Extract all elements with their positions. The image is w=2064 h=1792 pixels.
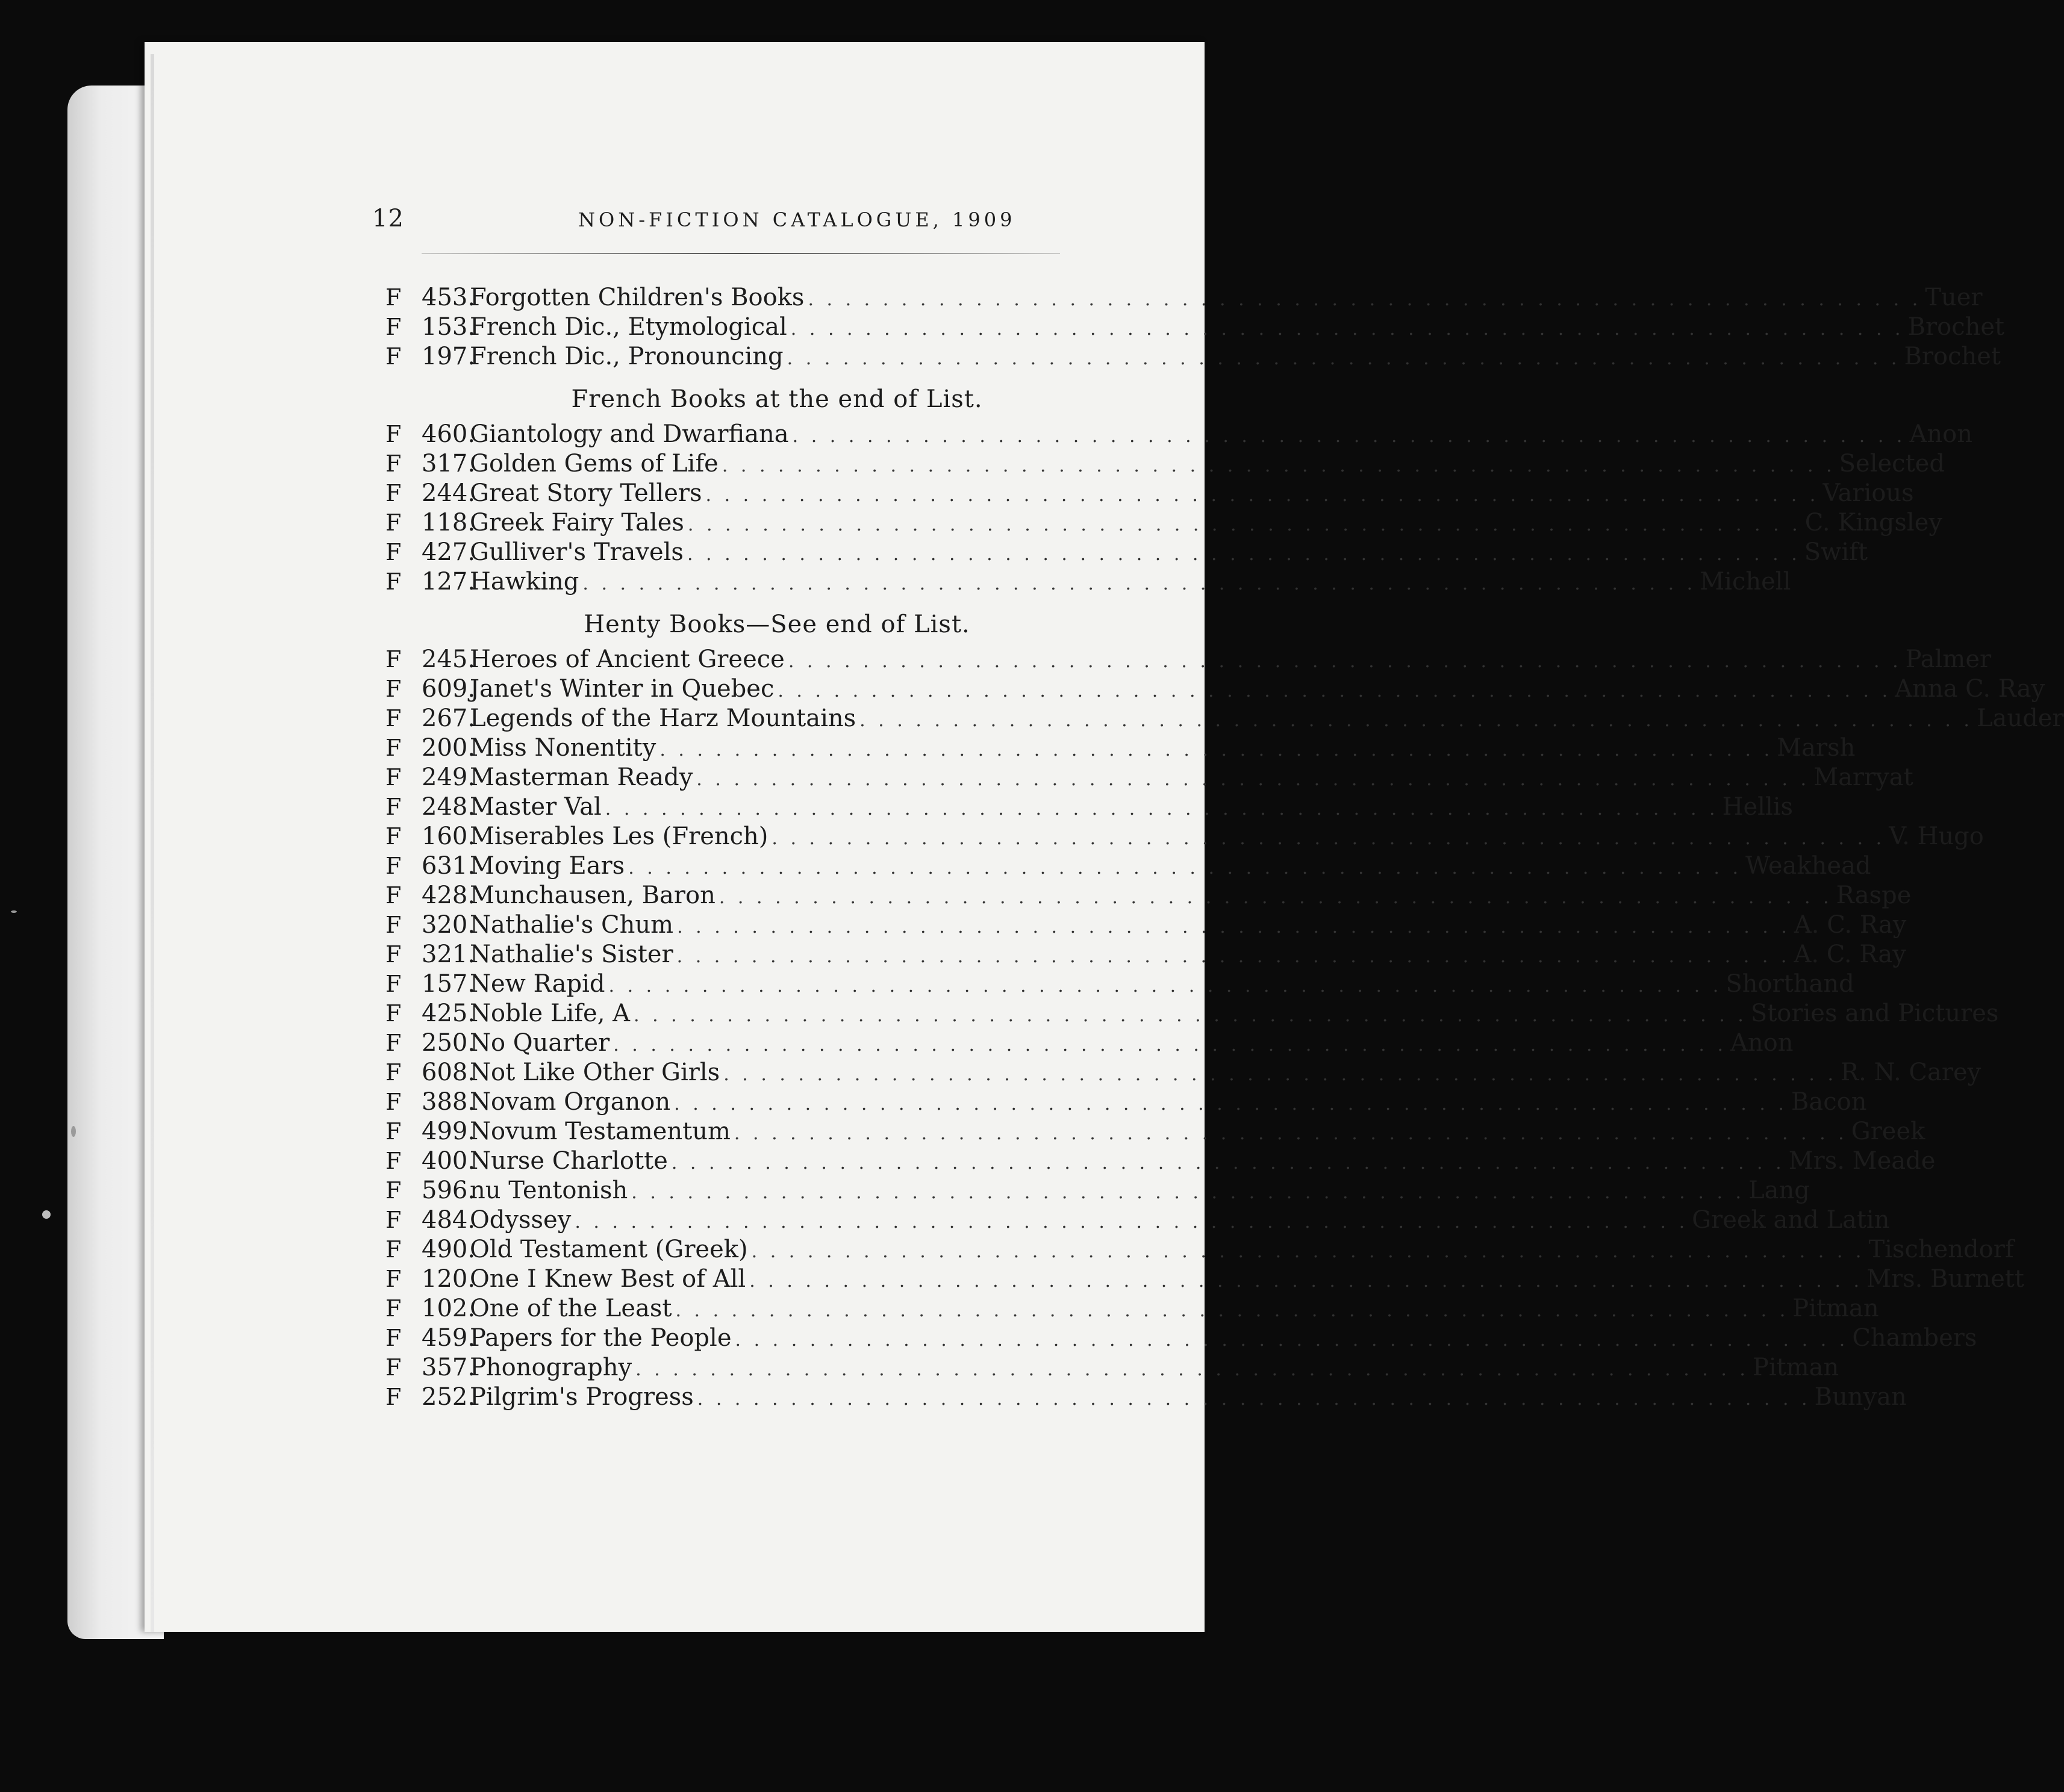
entry-author: Marsh — [1777, 734, 1856, 762]
entry-author: Brochet — [1907, 313, 2005, 341]
dot-leader: . . . . . . . . . . . . . . . . . . . . . . . . . . . . . . . . . . . . . . . . . . . . . . . . . . . . . . . . . . . . — [582, 573, 1697, 594]
dot-leader: . . . . . . . . . . . . . . . . . . . . . . . . . . . . . . . . . . . . . . . . . . . . . . . . . . . . . . . . . . . . — [751, 1241, 1865, 1262]
entry-title: Munchausen, Baron — [470, 882, 716, 909]
entry-class: F — [385, 284, 402, 311]
catalogue-list — [385, 283, 2064, 1412]
catalogue-entry — [385, 1235, 2014, 1265]
entry-class: F — [385, 450, 402, 477]
catalogue-entry — [385, 342, 2001, 372]
entry-author: Swift — [1804, 538, 1868, 566]
entry-author: Bacon — [1791, 1088, 1867, 1116]
catalogue-entry — [385, 1383, 1907, 1412]
catalogue-entry — [385, 449, 1945, 479]
entry-title: Papers for the People — [470, 1324, 732, 1352]
entry-title: New Rapid — [470, 970, 605, 998]
entry-number: 200. — [422, 734, 476, 762]
entry-class: F — [385, 764, 402, 791]
entry-number: 459. — [422, 1324, 476, 1352]
dot-leader: . . . . . . . . . . . . . . . . . . . . . . . . . . . . . . . . . . . . . . . . . . . . . . . . . . . . . . . . . . . . — [788, 651, 1902, 672]
catalogue-entry — [385, 1176, 1810, 1206]
dot-leader: . . . . . . . . . . . . . . . . . . . . . . . . . . . . . . . . . . . . . . . . . . . . . . . . . . . . . . . . . . . . — [675, 1300, 1789, 1321]
entry-author: Various — [1822, 479, 1914, 507]
entry-title: Not Like Other Girls — [470, 1059, 720, 1086]
entry-author: Shorthand — [1726, 970, 1854, 998]
entry-number: 320. — [422, 911, 476, 939]
entry-author: Selected — [1839, 450, 1945, 478]
entry-title: Gulliver's Travels — [470, 538, 684, 566]
dot-leader: . . . . . . . . . . . . . . . . . . . . . . . . . . . . . . . . . . . . . . . . . . . . . . . . . . . . . . . . . . . . — [697, 1389, 1811, 1410]
entry-class: F — [385, 882, 402, 909]
entry-number: 248. — [422, 793, 476, 821]
dot-leader: . . . . . . . . . . . . . . . . . . . . . . . . . . . . . . . . . . . . . . . . . . . . . . . . . . . . . . . . . . . . — [674, 1094, 1788, 1115]
entry-number: 249. — [422, 764, 476, 791]
entry-number: 388. — [422, 1088, 476, 1116]
catalogue-entry — [385, 1087, 1867, 1117]
catalogue-entry — [385, 538, 1868, 567]
entry-title: Master Val — [470, 793, 602, 821]
entry-number: 317. — [422, 450, 476, 478]
entry-title: Hawking — [470, 568, 579, 596]
dot-leader: . . . . . . . . . . . . . . . . . . . . . . . . . . . . . . . . . . . . . . . . . . . . . . . . . . . . . . . . . . . . — [696, 769, 1810, 790]
entry-author: Pitman — [1792, 1295, 1879, 1322]
catalogue-entry — [385, 822, 1984, 851]
entry-title: Miserables Les (French) — [470, 823, 769, 850]
entry-number: 357. — [422, 1354, 476, 1381]
entry-number: 609. — [422, 675, 476, 703]
catalogue-entry — [385, 283, 1983, 313]
catalogue-entry — [385, 851, 1871, 881]
entry-number: 400. — [422, 1147, 476, 1175]
dot-leader: . . . . . . . . . . . . . . . . . . . . . . . . . . . . . . . . . . . . . . . . . . . . . . . . . . . . . . . . . . . . — [671, 1153, 1785, 1174]
catalogue-entry — [385, 420, 1972, 449]
entry-number: 153. — [422, 313, 476, 341]
entry-number: 244. — [422, 479, 476, 507]
entry-author: Tuer — [1925, 284, 1983, 311]
entry-number: 102. — [422, 1295, 476, 1322]
catalogue-entry — [385, 1294, 1879, 1324]
entry-class: F — [385, 568, 402, 595]
header-rule — [422, 253, 1060, 254]
entry-number: 252. — [422, 1383, 476, 1411]
entry-author: Hellis — [1722, 793, 1794, 821]
entry-number: 157. — [422, 970, 476, 998]
entry-number: 127. — [422, 568, 476, 596]
dot-leader: . . . . . . . . . . . . . . . . . . . . . . . . . . . . . . . . . . . . . . . . . . . . . . . . . . . . . . . . . . . . — [687, 544, 1801, 565]
entry-title: Janet's Winter in Quebec — [470, 675, 775, 703]
catalogue-entry — [385, 1058, 1981, 1087]
catalogue-entry — [385, 733, 1856, 763]
dot-leader: . . . . . . . . . . . . . . . . . . . . . . . . . . . . . . . . . . . . . . . . . . . . . . . . . . . . . . . . . . . . — [808, 289, 1922, 310]
dot-leader: . . . . . . . . . . . . . . . . . . . . . . . . . . . . . . . . . . . . . . . . . . . . . . . . . . . . . . . . . . . . — [634, 1005, 1747, 1026]
entry-class: F — [385, 1266, 402, 1292]
entry-author: C. Kingsley — [1804, 509, 1942, 537]
catalogue-entry — [385, 1117, 1925, 1146]
entry-class: F — [385, 1000, 402, 1027]
dot-leader: . . . . . . . . . . . . . . . . . . . . . . . . . . . . . . . . . . . . . . . . . . . . . . . . . . . . . . . . . . . . — [635, 1359, 1749, 1380]
entry-author: A. C. Ray — [1794, 941, 1906, 968]
dot-leader: . . . . . . . . . . . . . . . . . . . . . . . . . . . . . . . . . . . . . . . . . . . . . . . . . . . . . . . . . . . . — [734, 1123, 1848, 1144]
entry-class: F — [385, 971, 402, 997]
entry-title: Forgotten Children's Books — [470, 284, 805, 311]
dot-leader: . . . . . . . . . . . . . . . . . . . . . . . . . . . . . . . . . . . . . . . . . . . . . . . . . . . . . . . . . . . . — [749, 1271, 1863, 1292]
catalogue-entry — [385, 567, 1791, 597]
catalogue-entry — [385, 940, 1906, 969]
entry-title: Novum Testamentum — [470, 1118, 731, 1145]
catalogue-entry — [385, 1265, 2024, 1294]
entry-author: A. C. Ray — [1794, 911, 1907, 939]
entry-number: 425. — [422, 1000, 476, 1027]
dot-leader: . . . . . . . . . . . . . . . . . . . . . . . . . . . . . . . . . . . . . . . . . . . . . . . . . . . . . . . . . . . . — [859, 710, 1973, 731]
dot-leader: . . . . . . . . . . . . . . . . . . . . . . . . . . . . . . . . . . . . . . . . . . . . . . . . . . . . . . . . . . . . — [790, 319, 1904, 340]
entry-number: 267. — [422, 705, 476, 732]
entry-class: F — [385, 509, 402, 536]
entry-title: Pilgrim's Progress — [470, 1383, 694, 1411]
entry-title: Nurse Charlotte — [470, 1147, 668, 1175]
dot-leader: . . . . . . . . . . . . . . . . . . . . . . . . . . . . . . . . . . . . . . . . . . . . . . . . . . . . . . . . . . . . — [778, 680, 1892, 702]
entry-number: 608. — [422, 1059, 476, 1086]
entry-title: Miss Nonentity — [470, 734, 656, 762]
entry-title: Great Story Tellers — [470, 479, 702, 507]
dot-leader: . . . . . . . . . . . . . . . . . . . . . . . . . . . . . . . . . . . . . . . . . . . . . . . . . . . . . . . . . . . . — [792, 426, 1906, 447]
catalogue-entry — [385, 1353, 1839, 1383]
entry-author: R. N. Carey — [1841, 1059, 1981, 1086]
dot-leader: . . . . . . . . . . . . . . . . . . . . . . . . . . . . . . . . . . . . . . . . . . . . . . . . . . . . . . . . . . . . — [723, 1064, 1837, 1085]
entry-title: Masterman Ready — [470, 764, 693, 791]
entry-title: No Quarter — [470, 1029, 610, 1057]
entry-author: V. Hugo — [1889, 823, 1984, 850]
entry-class: F — [385, 1354, 402, 1381]
entry-author: Marryat — [1813, 764, 1913, 791]
entry-class: F — [385, 1059, 402, 1086]
entry-number: 499. — [422, 1118, 476, 1145]
entry-class: F — [385, 539, 402, 565]
entry-title: Odyssey — [470, 1206, 572, 1234]
entry-title: Golden Gems of Life — [470, 450, 719, 478]
entry-number: 596. — [422, 1177, 476, 1204]
entry-author: Lauder — [1976, 705, 2064, 732]
catalogue-entry — [385, 969, 1854, 999]
entry-class: F — [385, 1118, 402, 1145]
dot-leader: . . . . . . . . . . . . . . . . . . . . . . . . . . . . . . . . . . . . . . . . . . . . . . . . . . . . . . . . . . . . — [719, 887, 1833, 908]
entry-author: Greek — [1851, 1118, 1925, 1145]
section-note: Henty Books—See end of List. — [584, 611, 970, 638]
entry-class: F — [385, 1236, 402, 1263]
entry-number: 427. — [422, 538, 476, 566]
entry-number: 321. — [422, 941, 476, 968]
entry-number: 118. — [422, 509, 476, 537]
entry-number: 197. — [422, 343, 476, 370]
entry-class: F — [385, 343, 402, 370]
entry-number: 160. — [422, 823, 476, 850]
dot-leader: . . . . . . . . . . . . . . . . . . . . . . . . . . . . . . . . . . . . . . . . . . . . . . . . . . . . . . . . . . . . — [659, 739, 1774, 761]
dot-leader: . . . . . . . . . . . . . . . . . . . . . . . . . . . . . . . . . . . . . . . . . . . . . . . . . . . . . . . . . . . . — [608, 975, 1723, 997]
entry-title: Old Testament (Greek) — [470, 1236, 748, 1263]
entry-author: Greek and Latin — [1692, 1206, 1890, 1234]
catalogue-entry — [385, 674, 2045, 704]
entry-number: 250. — [422, 1029, 476, 1057]
entry-title: One of the Least — [470, 1295, 672, 1322]
catalogue-entry — [385, 508, 1942, 538]
entry-class: F — [385, 421, 402, 447]
dot-leader: . . . . . . . . . . . . . . . . . . . . . . . . . . . . . . . . . . . . . . . . . . . . . . . . . . . . . . . . . . . . — [687, 514, 1801, 535]
dot-leader: . . . . . . . . . . . . . . . . . . . . . . . . . . . . . . . . . . . . . . . . . . . . . . . . . . . . . . . . . . . . — [787, 348, 1901, 369]
entry-author: Anon — [1730, 1029, 1794, 1057]
entry-title: French Dic., Etymological — [470, 313, 787, 341]
catalogue-entry — [385, 479, 1914, 508]
dot-leader: . . . . . . . . . . . . . . . . . . . . . . . . . . . . . . . . . . . . . . . . . . . . . . . . . . . . . . . . . . . . — [735, 1330, 1849, 1351]
entry-author: Brochet — [1904, 343, 2001, 370]
entry-title: Phonography — [470, 1354, 632, 1381]
catalogue-entry — [385, 1206, 1890, 1235]
entry-class: F — [385, 941, 402, 968]
dot-leader: . . . . . . . . . . . . . . . . . . . . . . . . . . . . . . . . . . . . . . . . . . . . . . . . . . . . . . . . . . . . — [676, 946, 1791, 967]
entry-title: Nathalie's Chum — [470, 911, 674, 939]
catalogue-entry — [385, 645, 1992, 674]
dot-leader: . . . . . . . . . . . . . . . . . . . . . . . . . . . . . . . . . . . . . . . . . . . . . . . . . . . . . . . . . . . . — [605, 798, 1719, 820]
entry-class: F — [385, 1325, 402, 1351]
catalogue-entry — [385, 763, 1913, 792]
entry-author: Palmer — [1905, 646, 1992, 673]
entry-title: Giantology and Dwarfiana — [470, 420, 789, 448]
entry-class: F — [385, 853, 402, 879]
entry-class: F — [385, 823, 402, 850]
dot-leader: . . . . . . . . . . . . . . . . . . . . . . . . . . . . . . . . . . . . . . . . . . . . . . . . . . . . . . . . . . . . — [613, 1034, 1727, 1056]
running-title: NON-FICTION CATALOGUE, 1909 — [578, 208, 1016, 231]
catalogue-entry — [385, 1028, 1794, 1058]
entry-author: Michell — [1700, 568, 1791, 596]
entry-author: Tischendorf — [1868, 1236, 2014, 1263]
section-note: French Books at the end of List. — [571, 385, 983, 413]
entry-class: F — [385, 1089, 402, 1115]
catalogue-entry — [385, 792, 1794, 822]
entry-number: 490. — [422, 1236, 476, 1263]
entry-class: F — [385, 705, 402, 732]
entry-title: Greek Fairy Tales — [470, 509, 684, 537]
page-header — [372, 205, 1048, 247]
entry-author: Chambers — [1852, 1324, 1977, 1352]
entry-author: Mrs. Burnett — [1866, 1265, 2024, 1293]
dot-leader: . . . . . . . . . . . . . . . . . . . . . . . . . . . . . . . . . . . . . . . . . . . . . . . . . . . . . . . . . . . . — [677, 916, 1791, 938]
entry-number: 245. — [422, 646, 476, 673]
entry-author: Anna C. Ray — [1895, 675, 2045, 703]
dot-leader: . . . . . . . . . . . . . . . . . . . . . . . . . . . . . . . . . . . . . . . . . . . . . . . . . . . . . . . . . . . . — [722, 455, 1836, 476]
dot-leader: . . . . . . . . . . . . . . . . . . . . . . . . . . . . . . . . . . . . . . . . . . . . . . . . . . . . . . . . . . . . — [628, 857, 1742, 879]
entry-title: Novam Organon — [470, 1088, 671, 1116]
entry-author: Pitman — [1752, 1354, 1839, 1381]
entry-class: F — [385, 735, 402, 761]
entry-class: F — [385, 676, 402, 702]
entry-author: Raspe — [1836, 882, 1912, 909]
entry-author: Mrs. Meade — [1788, 1147, 1936, 1175]
page-number: 12 — [372, 205, 404, 232]
entry-class: F — [385, 1207, 402, 1233]
entry-author: Weakhead — [1745, 852, 1871, 880]
entry-title: nu Tentonish — [470, 1177, 628, 1204]
entry-title: Legends of the Harz Mountains — [470, 705, 856, 732]
entry-title: Heroes of Ancient Greece — [470, 646, 785, 673]
dot-leader: . . . . . . . . . . . . . . . . . . . . . . . . . . . . . . . . . . . . . . . . . . . . . . . . . . . . . . . . . . . . — [772, 828, 1886, 849]
catalogue-entry — [385, 999, 1999, 1028]
entry-title: Moving Ears — [470, 852, 625, 880]
entry-class: F — [385, 1295, 402, 1322]
catalogue-entry — [385, 704, 2064, 733]
entry-class: F — [385, 912, 402, 938]
entry-author: Anon — [1909, 420, 1972, 448]
entry-number: 484. — [422, 1206, 476, 1234]
dot-leader: . . . . . . . . . . . . . . . . . . . . . . . . . . . . . . . . . . . . . . . . . . . . . . . . . . . . . . . . . . . . — [705, 485, 1819, 506]
entry-class: F — [385, 1030, 402, 1056]
entry-number: 453. — [422, 284, 476, 311]
entry-title: French Dic., Pronouncing — [470, 343, 784, 370]
entry-class: F — [385, 1177, 402, 1204]
entry-class: F — [385, 1384, 402, 1410]
dot-leader: . . . . . . . . . . . . . . . . . . . . . . . . . . . . . . . . . . . . . . . . . . . . . . . . . . . . . . . . . . . . — [631, 1182, 1745, 1203]
entry-number: 428. — [422, 882, 476, 909]
dot-leader: . . . . . . . . . . . . . . . . . . . . . . . . . . . . . . . . . . . . . . . . . . . . . . . . . . . . . . . . . . . . — [575, 1212, 1689, 1233]
catalogue-entry — [385, 1146, 1936, 1176]
entry-number: 631. — [422, 852, 476, 880]
entry-author: Lang — [1748, 1177, 1810, 1204]
entry-class: F — [385, 1148, 402, 1174]
entry-title: Nathalie's Sister — [470, 941, 673, 968]
entry-author: Stories and Pictures — [1750, 1000, 1999, 1027]
entry-class: F — [385, 314, 402, 340]
catalogue-entry — [385, 313, 2005, 342]
entry-number: 460. — [422, 420, 476, 448]
entry-class: F — [385, 646, 402, 673]
entry-author: Bunyan — [1814, 1383, 1907, 1411]
entry-class: F — [385, 480, 402, 506]
entry-number: 120. — [422, 1265, 476, 1293]
entry-title: Noble Life, A — [470, 1000, 631, 1027]
catalogue-entry — [385, 881, 1912, 910]
entry-title: One I Knew Best of All — [470, 1265, 746, 1293]
catalogue-entry — [385, 1324, 1977, 1353]
catalogue-entry — [385, 910, 1907, 940]
entry-class: F — [385, 794, 402, 820]
